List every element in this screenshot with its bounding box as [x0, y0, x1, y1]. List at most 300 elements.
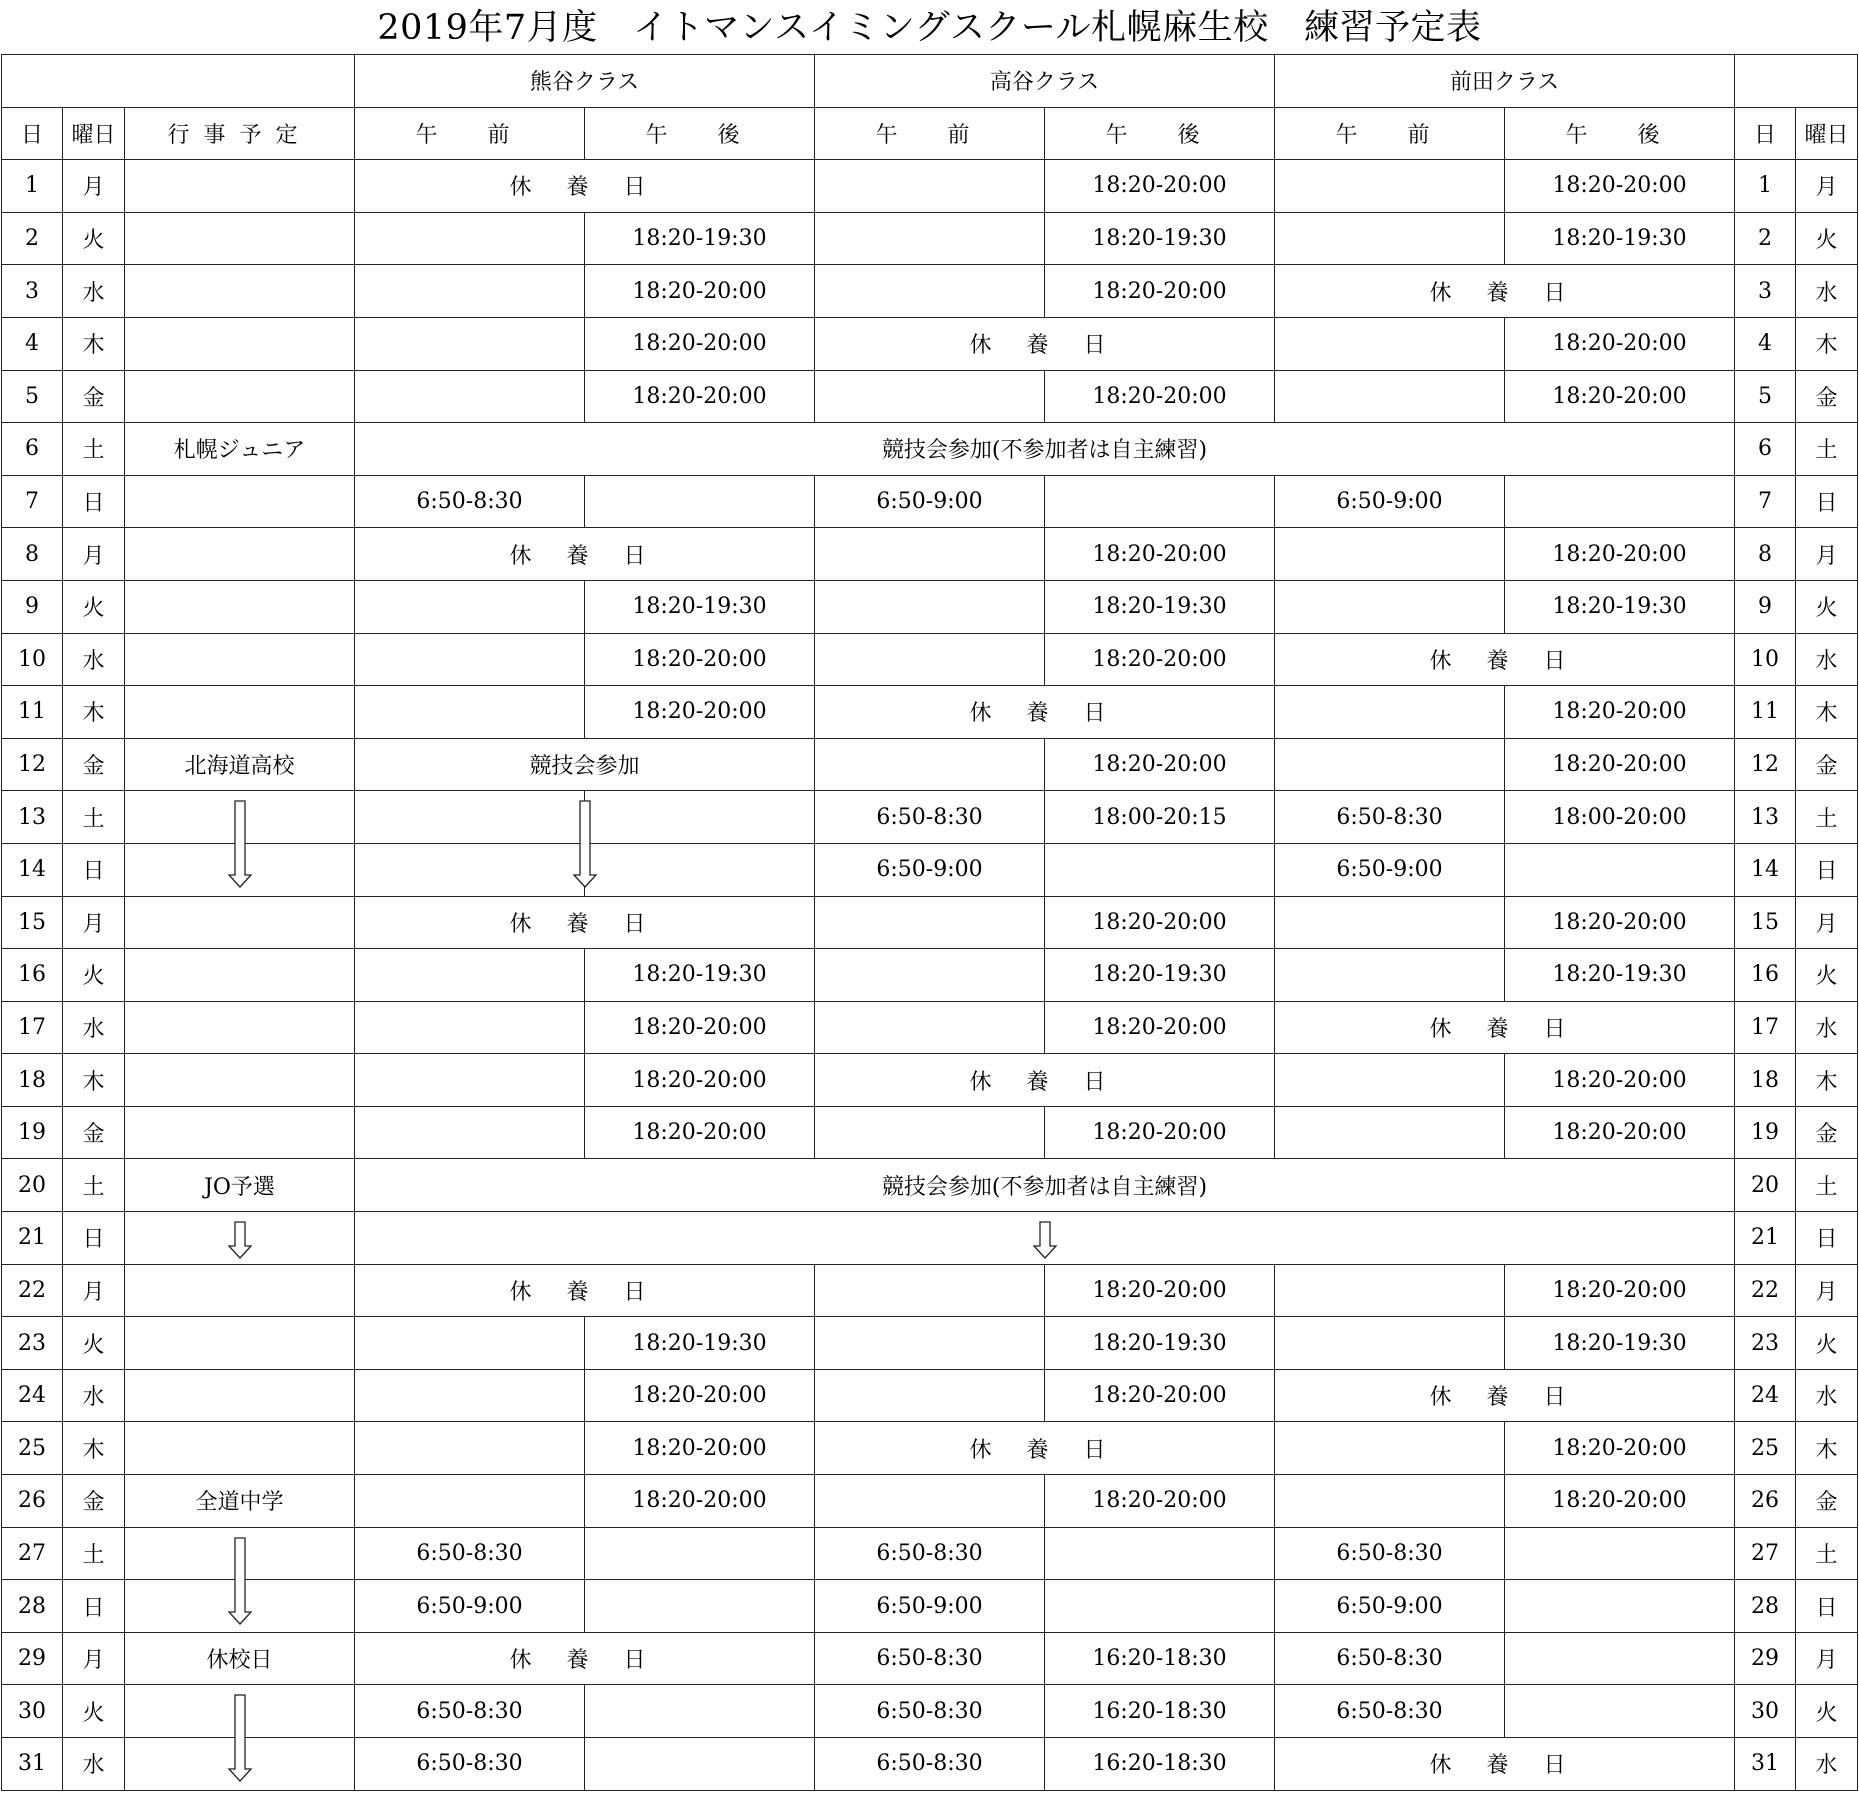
day-cell: 15: [2, 896, 63, 949]
rest-day-cell: 休 養 日: [1275, 1738, 1735, 1791]
day-cell: 12: [1735, 738, 1796, 791]
pm-time-cell: [1505, 1580, 1735, 1633]
weekday-cell: 水: [63, 633, 125, 686]
am-time-cell: [815, 1369, 1045, 1422]
day-cell: 11: [2, 686, 63, 739]
pm-time-cell: [1045, 1580, 1275, 1633]
am-time-cell: [1275, 528, 1505, 581]
am-time-cell: [815, 949, 1045, 1002]
day-cell: 23: [1735, 1317, 1796, 1370]
day-cell: 22: [1735, 1264, 1796, 1317]
event-cell: [125, 317, 355, 370]
weekday-cell: 土: [63, 1527, 125, 1580]
pm-time-cell: 18:20-20:00: [1505, 1422, 1735, 1475]
pm-time-cell: 18:00-20:15: [1045, 791, 1275, 844]
day-cell: 23: [2, 1317, 63, 1370]
am-time-cell: [355, 1369, 585, 1422]
day-cell: 6: [1735, 423, 1796, 476]
pm-time-cell: 18:20-19:30: [585, 212, 815, 265]
event-cell: [125, 1317, 355, 1370]
pm-time-cell: 18:20-20:00: [1505, 528, 1735, 581]
blank-header-cell: [1735, 55, 1858, 108]
weekday-cell: 水: [1796, 633, 1858, 686]
day-cell: 28: [2, 1580, 63, 1633]
weekday-cell: 日: [63, 843, 125, 896]
am-time-cell: [355, 212, 585, 265]
weekday-cell: 木: [63, 686, 125, 739]
table-row: [2, 265, 1858, 318]
pm-time-cell: 18:20-20:00: [1045, 1369, 1275, 1422]
day-cell: 7: [1735, 475, 1796, 528]
weekday-cell: 火: [63, 949, 125, 1002]
day-cell: 18: [1735, 1054, 1796, 1107]
weekday-cell: 土: [1796, 791, 1858, 844]
pm-time-cell: 18:20-20:00: [585, 1106, 815, 1159]
event-cell: [125, 528, 355, 581]
table-row: [2, 791, 1858, 844]
weekday-cell: 土: [1796, 1159, 1858, 1212]
pm-time-cell: 18:20-20:00: [585, 265, 815, 318]
am-header: 午 前: [815, 107, 1045, 160]
am-time-cell: 6:50-8:30: [355, 1527, 585, 1580]
day-cell: 10: [2, 633, 63, 686]
day-cell: 30: [1735, 1685, 1796, 1738]
table-row: [2, 317, 1858, 370]
am-time-cell: [1275, 160, 1505, 213]
day-header: 日: [2, 107, 63, 160]
day-cell: 3: [1735, 265, 1796, 318]
weekday-cell: 月: [63, 896, 125, 949]
pm-time-cell: [585, 1527, 815, 1580]
pm-time-cell: 18:20-20:00: [1505, 686, 1735, 739]
pm-time-cell: 18:20-20:00: [1045, 738, 1275, 791]
pm-time-cell: [1505, 843, 1735, 896]
table-row: [2, 1212, 1858, 1265]
rest-day-cell: 休 養 日: [1275, 1001, 1735, 1054]
pm-time-cell: 18:20-20:00: [585, 1422, 815, 1475]
weekday-cell: 土: [1796, 1527, 1858, 1580]
day-cell: 7: [2, 475, 63, 528]
am-time-cell: [355, 265, 585, 318]
table-row: [2, 1632, 1858, 1685]
event-cell: JO予選: [125, 1159, 355, 1212]
pm-time-cell: 18:20-20:00: [585, 633, 815, 686]
day-cell: 25: [2, 1422, 63, 1475]
am-time-cell: [1275, 1317, 1505, 1370]
am-time-cell: [355, 317, 585, 370]
pm-time-cell: [1505, 1685, 1735, 1738]
pm-time-cell: 18:20-19:30: [585, 949, 815, 1002]
down-arrow-icon: [228, 801, 252, 887]
down-arrow-icon: [1033, 1222, 1057, 1258]
weekday-cell: 火: [1796, 1317, 1858, 1370]
am-time-cell: [1275, 686, 1505, 739]
am-time-cell: [815, 580, 1045, 633]
weekday-cell: 火: [1796, 949, 1858, 1002]
pm-header: 午 後: [585, 107, 815, 160]
table-row: [2, 1264, 1858, 1317]
table-row: [2, 1369, 1858, 1422]
table-row: [2, 896, 1858, 949]
table-row: [2, 423, 1858, 476]
weekday-cell: 金: [1796, 738, 1858, 791]
table-row: [2, 212, 1858, 265]
day-cell: 30: [2, 1685, 63, 1738]
pm-time-cell: 18:20-19:30: [1505, 1317, 1735, 1370]
pm-time-cell: 18:20-20:00: [1505, 738, 1735, 791]
pm-time-cell: 18:20-20:00: [1045, 528, 1275, 581]
rest-day-cell: 休 養 日: [815, 1054, 1275, 1107]
pm-header: 午 後: [1045, 107, 1275, 160]
event-cell: [125, 949, 355, 1002]
am-time-cell: [355, 843, 585, 896]
am-time-cell: 6:50-8:30: [1275, 1685, 1505, 1738]
weekday-cell: 月: [1796, 1264, 1858, 1317]
am-time-cell: [355, 1106, 585, 1159]
weekday-cell: 土: [63, 423, 125, 476]
am-time-cell: [815, 212, 1045, 265]
meet-cell: 競技会参加(不参加者は自主練習): [355, 1159, 1735, 1212]
weekday-cell: 金: [63, 1475, 125, 1528]
table-row: [2, 1001, 1858, 1054]
down-arrow-icon: [573, 801, 597, 887]
day-cell: 21: [1735, 1212, 1796, 1265]
column-header-row: [2, 107, 1858, 160]
am-header: 午 前: [1275, 107, 1505, 160]
weekday-cell: 火: [1796, 212, 1858, 265]
day-cell: 4: [1735, 317, 1796, 370]
day-cell: 19: [2, 1106, 63, 1159]
pm-time-cell: [585, 1738, 815, 1791]
pm-time-cell: 18:20-20:00: [1045, 1475, 1275, 1528]
day-cell: 1: [2, 160, 63, 213]
am-time-cell: 6:50-9:00: [1275, 475, 1505, 528]
pm-time-cell: 16:20-18:30: [1045, 1685, 1275, 1738]
weekday-cell: 土: [63, 791, 125, 844]
day-cell: 2: [1735, 212, 1796, 265]
am-time-cell: [815, 896, 1045, 949]
weekday-cell: 月: [1796, 528, 1858, 581]
day-cell: 19: [1735, 1106, 1796, 1159]
pm-time-cell: [585, 475, 815, 528]
pm-time-cell: 18:20-20:00: [1045, 896, 1275, 949]
event-cell: [125, 1001, 355, 1054]
event-cell: [125, 580, 355, 633]
pm-time-cell: 18:20-20:00: [1505, 160, 1735, 213]
weekday-cell: 月: [63, 528, 125, 581]
day-cell: 18: [2, 1054, 63, 1107]
table-row: [2, 1106, 1858, 1159]
am-time-cell: [1275, 1264, 1505, 1317]
pm-time-cell: 18:20-19:30: [1505, 212, 1735, 265]
weekday-cell: 金: [63, 1106, 125, 1159]
day-cell: 28: [1735, 1580, 1796, 1633]
event-cell: [125, 265, 355, 318]
meet-cell: 競技会参加(不参加者は自主練習): [355, 423, 1735, 476]
am-time-cell: 6:50-9:00: [1275, 1580, 1505, 1633]
day-cell: 21: [2, 1212, 63, 1265]
weekday-cell: 月: [63, 1264, 125, 1317]
weekday-cell: 木: [63, 317, 125, 370]
day-cell: 3: [2, 265, 63, 318]
am-time-cell: [1275, 370, 1505, 423]
pm-time-cell: 18:20-20:00: [1505, 317, 1735, 370]
event-cell: [125, 896, 355, 949]
am-time-cell: [815, 528, 1045, 581]
pm-time-cell: 18:20-20:00: [1505, 1475, 1735, 1528]
am-time-cell: [355, 1475, 585, 1528]
event-cell: 全道中学: [125, 1475, 355, 1528]
day-cell: 15: [1735, 896, 1796, 949]
day-cell: 16: [2, 949, 63, 1002]
pm-time-cell: 18:20-19:30: [1045, 212, 1275, 265]
weekday-cell: 水: [1796, 1369, 1858, 1422]
pm-time-cell: [585, 791, 815, 844]
pm-time-cell: [1045, 1527, 1275, 1580]
event-cell: [125, 686, 355, 739]
weekday-cell: 火: [63, 1317, 125, 1370]
day-cell: 25: [1735, 1422, 1796, 1475]
am-time-cell: [815, 265, 1045, 318]
pm-time-cell: [585, 1685, 815, 1738]
schedule-table: [1, 54, 1858, 1791]
table-row: [2, 1422, 1858, 1475]
rest-day-cell: 休 養 日: [815, 1422, 1275, 1475]
weekday-cell: 月: [1796, 160, 1858, 213]
weekday-cell: 木: [1796, 1422, 1858, 1475]
down-arrow-icon: [228, 1695, 252, 1781]
event-cell: [125, 1054, 355, 1107]
weekday-cell: 土: [63, 1159, 125, 1212]
weekday-header: 曜日: [1796, 107, 1858, 160]
day-cell: 20: [1735, 1159, 1796, 1212]
pm-time-cell: 18:20-19:30: [585, 580, 815, 633]
day-cell: 4: [2, 317, 63, 370]
table-row: [2, 686, 1858, 739]
event-cell: 休校日: [125, 1632, 355, 1685]
am-time-cell: [815, 370, 1045, 423]
rest-day-cell: 休 養 日: [815, 317, 1275, 370]
am-time-cell: 6:50-8:30: [355, 1685, 585, 1738]
event-cell: 北海道高校: [125, 738, 355, 791]
weekday-cell: 金: [1796, 1106, 1858, 1159]
class-header-row: [2, 55, 1858, 108]
am-time-cell: [815, 1106, 1045, 1159]
day-cell: 8: [2, 528, 63, 581]
day-cell: 12: [2, 738, 63, 791]
table-row: [2, 528, 1858, 581]
am-time-cell: [355, 686, 585, 739]
day-cell: 31: [2, 1738, 63, 1791]
weekday-cell: 日: [63, 1212, 125, 1265]
day-cell: 31: [1735, 1738, 1796, 1791]
weekday-cell: 水: [63, 1369, 125, 1422]
pm-header: 午 後: [1505, 107, 1735, 160]
pm-time-cell: 18:20-20:00: [1505, 896, 1735, 949]
pm-time-cell: 18:20-19:30: [585, 1317, 815, 1370]
weekday-cell: 火: [63, 580, 125, 633]
event-cell: [125, 1264, 355, 1317]
event-cell: [125, 633, 355, 686]
day-cell: 27: [2, 1527, 63, 1580]
weekday-cell: 日: [63, 475, 125, 528]
day-cell: 27: [1735, 1527, 1796, 1580]
day-cell: 9: [1735, 580, 1796, 633]
pm-time-cell: 18:20-20:00: [1505, 1054, 1735, 1107]
pm-time-cell: 18:20-20:00: [585, 1369, 815, 1422]
event-cell: [125, 212, 355, 265]
table-row: [2, 1475, 1858, 1528]
am-time-cell: 6:50-9:00: [815, 475, 1045, 528]
am-time-cell: [355, 1054, 585, 1107]
day-cell: 5: [1735, 370, 1796, 423]
rest-day-cell: 休 養 日: [815, 686, 1275, 739]
am-time-cell: [355, 1422, 585, 1475]
am-time-cell: 6:50-8:30: [1275, 1632, 1505, 1685]
am-time-cell: [815, 1001, 1045, 1054]
rest-day-cell: 休 養 日: [355, 528, 815, 581]
table-row: [2, 949, 1858, 1002]
rest-day-cell: 休 養 日: [1275, 265, 1735, 318]
weekday-cell: 木: [63, 1054, 125, 1107]
am-time-cell: 6:50-8:30: [815, 1527, 1045, 1580]
weekday-cell: 木: [1796, 686, 1858, 739]
class-header: 前田クラス: [1275, 55, 1735, 108]
am-time-cell: [355, 1317, 585, 1370]
am-time-cell: [815, 1317, 1045, 1370]
weekday-cell: 水: [63, 265, 125, 318]
event-cell: 札幌ジュニア: [125, 423, 355, 476]
am-time-cell: [1275, 738, 1505, 791]
day-cell: 26: [1735, 1475, 1796, 1528]
day-header: 日: [1735, 107, 1796, 160]
am-time-cell: [1275, 1422, 1505, 1475]
pm-time-cell: [585, 1580, 815, 1633]
pm-time-cell: [1045, 475, 1275, 528]
pm-time-cell: 18:20-20:00: [585, 1001, 815, 1054]
day-cell: 29: [2, 1632, 63, 1685]
am-time-cell: [355, 949, 585, 1002]
weekday-cell: 日: [63, 1580, 125, 1633]
am-time-cell: 6:50-9:00: [1275, 843, 1505, 896]
table-row: [2, 475, 1858, 528]
pm-time-cell: 18:20-20:00: [585, 1475, 815, 1528]
am-time-cell: [1275, 949, 1505, 1002]
day-cell: 14: [1735, 843, 1796, 896]
weekday-cell: 木: [63, 1422, 125, 1475]
day-cell: 24: [2, 1369, 63, 1422]
day-cell: 22: [2, 1264, 63, 1317]
weekday-cell: 日: [1796, 1580, 1858, 1633]
am-time-cell: 6:50-8:30: [815, 791, 1045, 844]
pm-time-cell: 18:20-20:00: [1045, 1264, 1275, 1317]
pm-time-cell: 18:20-20:00: [1505, 370, 1735, 423]
pm-time-cell: 18:20-19:30: [1045, 1317, 1275, 1370]
table-row: [2, 370, 1858, 423]
pm-time-cell: 18:20-20:00: [1505, 1264, 1735, 1317]
event-cell: [125, 1422, 355, 1475]
rest-day-cell: 休 養 日: [355, 896, 815, 949]
day-cell: 13: [1735, 791, 1796, 844]
am-time-cell: 6:50-8:30: [815, 1632, 1045, 1685]
events-header: 行事予定: [125, 107, 355, 160]
day-cell: 17: [2, 1001, 63, 1054]
day-cell: 11: [1735, 686, 1796, 739]
weekday-cell: 火: [1796, 1685, 1858, 1738]
weekday-cell: 月: [1796, 1632, 1858, 1685]
pm-time-cell: 18:20-20:00: [1045, 160, 1275, 213]
weekday-cell: 火: [63, 1685, 125, 1738]
day-cell: 6: [2, 423, 63, 476]
class-header: 高谷クラス: [815, 55, 1275, 108]
weekday-cell: 火: [1796, 580, 1858, 633]
rest-day-cell: 休 養 日: [1275, 633, 1735, 686]
am-time-cell: [815, 738, 1045, 791]
pm-time-cell: [585, 843, 815, 896]
weekday-cell: 金: [1796, 370, 1858, 423]
am-time-cell: [355, 791, 585, 844]
pm-time-cell: 18:20-20:00: [585, 1054, 815, 1107]
rest-day-cell: 休 養 日: [355, 1264, 815, 1317]
day-cell: 17: [1735, 1001, 1796, 1054]
event-cell: [125, 160, 355, 213]
pm-time-cell: 16:20-18:30: [1045, 1632, 1275, 1685]
am-time-cell: [815, 1264, 1045, 1317]
day-cell: 20: [2, 1159, 63, 1212]
am-time-cell: [1275, 1054, 1505, 1107]
rest-day-cell: 休 養 日: [355, 1632, 815, 1685]
am-time-cell: [355, 370, 585, 423]
weekday-cell: 日: [1796, 475, 1858, 528]
am-time-cell: [815, 633, 1045, 686]
event-cell: [125, 1212, 355, 1265]
event-cell: [125, 370, 355, 423]
am-header: 午 前: [355, 107, 585, 160]
table-row: [2, 160, 1858, 213]
am-time-cell: 6:50-8:30: [355, 475, 585, 528]
weekday-cell: 日: [1796, 843, 1858, 896]
table-row: [2, 1685, 1858, 1738]
table-row: [2, 1159, 1858, 1212]
pm-time-cell: 18:20-20:00: [1045, 633, 1275, 686]
table-row: [2, 1317, 1858, 1370]
day-cell: 13: [2, 791, 63, 844]
event-cell: [125, 1685, 355, 1738]
weekday-cell: 水: [63, 1001, 125, 1054]
pm-time-cell: [1505, 475, 1735, 528]
am-time-cell: [1275, 896, 1505, 949]
am-time-cell: [1275, 1475, 1505, 1528]
pm-time-cell: 18:20-20:00: [1045, 1106, 1275, 1159]
am-time-cell: [355, 633, 585, 686]
am-time-cell: 6:50-8:30: [815, 1738, 1045, 1791]
pm-time-cell: 18:20-20:00: [1505, 1106, 1735, 1159]
day-cell: 2: [2, 212, 63, 265]
pm-time-cell: 18:20-20:00: [1045, 1001, 1275, 1054]
pm-time-cell: [1045, 843, 1275, 896]
event-cell: [125, 1527, 355, 1580]
day-cell: 9: [2, 580, 63, 633]
weekday-cell: 金: [63, 370, 125, 423]
weekday-cell: 水: [63, 1738, 125, 1791]
am-time-cell: 6:50-8:30: [1275, 791, 1505, 844]
pm-time-cell: 18:20-19:30: [1505, 949, 1735, 1002]
table-row: [2, 1054, 1858, 1107]
pm-time-cell: 18:20-20:00: [585, 370, 815, 423]
page-title: 2019年7月度 イトマンスイミングスクール札幌麻生校 練習予定表: [377, 8, 1482, 48]
weekday-cell: 水: [1796, 1001, 1858, 1054]
table-row: [2, 738, 1858, 791]
